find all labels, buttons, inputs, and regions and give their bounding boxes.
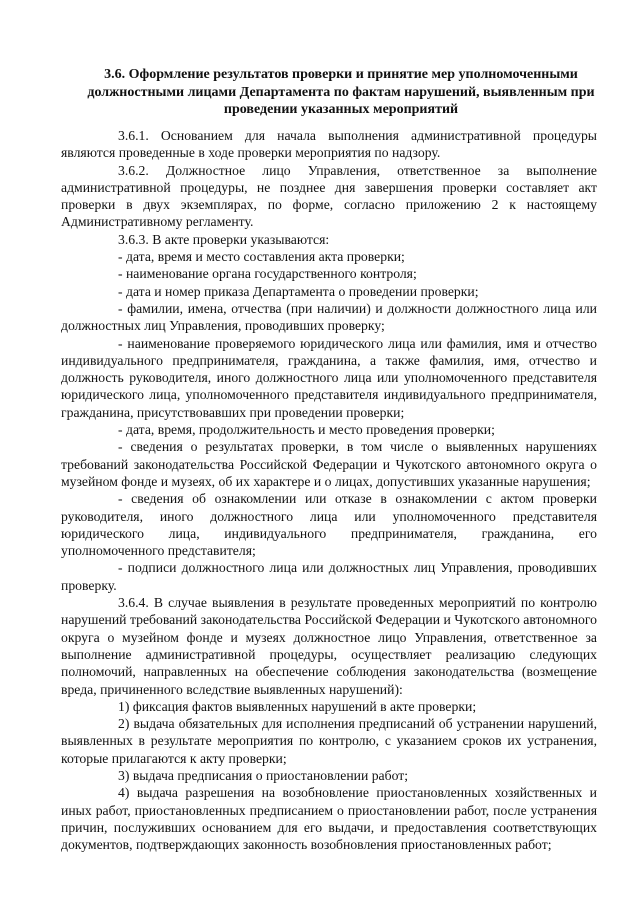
- heading-line-1: 3.6. Оформление результатов проверки и принятие мер уполномоченными: [104, 67, 578, 82]
- list-item-inspectors: - фамилии, имена, отчества (при наличии) и должности должностного лица или должностных лиц Управления, проводивших проверку;: [61, 300, 597, 334]
- list-item-results: - сведения о результатах проверки, в том числе о выявленных нарушениях требований законодательства Российской Федерации и Чукотского автономного округа о музейном фонде и музеях, об их характере и о лицах, допустивших указанные нарушения;: [61, 439, 597, 489]
- heading-line-3: проведении указанных мероприятий: [223, 102, 459, 117]
- list-item-control-body: - наименование органа государственного контроля;: [118, 266, 417, 282]
- power-item-3: 3) выдача предписания о приостановлении работ;: [118, 767, 409, 783]
- list-item-order: - дата и номер приказа Департамента о проведении проверки;: [118, 283, 479, 299]
- section-heading: [78, 66, 604, 119]
- power-item-2: 2) выдача обязательных для исполнения предписаний об устранении нарушений, выявленных в результате мероприятия по контролю, с указанием сроков их устранения, которые прилагаются к акту проверки;: [61, 716, 597, 766]
- list-item-acknowledgement: - сведения об ознакомлении или отказе в ознакомлении с актом проверки руководителя, иного должностного лица или уполномоченного представителя юридического лица, индивидуального предпринимателя, гражданина, его уполномоченного представителя;: [61, 491, 597, 559]
- heading-line-2: должностными лицами Департамента по фактам нарушений, выявленным при: [87, 84, 595, 100]
- power-item-4: 4) выдача разрешения на возобновление приостановленных хозяйственных и иных работ, приостановленных предписанием о приостановлении работ, после устранения причин, послуживших основанием для его выдачи, и предоставления соответствующих документов, подтверждающих законность возобновления приостановленных работ;: [61, 785, 597, 853]
- paragraph-3-6-1: 3.6.1. Основанием для начала выполнения административной процедуры являются проведенные в ходе проверки мероприятия по надзору.: [61, 128, 597, 161]
- list-item-signatures: - подписи должностного лица или должностных лиц Управления, проводивших проверку.: [61, 560, 597, 593]
- paragraph-3-6-4: 3.6.4. В случае выявления в результате проведенных мероприятий по контролю нарушений требований законодательства Российской Федерации и Чукотского автономного округа о музейном фонде и музеях должностное лицо Управления, ответственное за выполнение административной процедуры, осуществляет реализацию следующих полномочий, направленных на обеспечение соблюдения законодательства (возмещение вреда, причиненного вследствие выявленных нарушений):: [61, 595, 597, 697]
- list-item-inspected-entity: - наименование проверяемого юридического лица или фамилия, имя и отчество индивидуального предпринимателя, гражданина, а также фамилия, имя, отчество и должность руководителя, иного должностного лица или уполномоченного представителя юридического лица, уполномоченного представителя индивидуального предпринимателя, гражданина, присутствовавших при проведении проверки;: [61, 335, 597, 420]
- list-item-inspection-time: - дата, время, продолжительность и место проведения проверки;: [118, 422, 495, 438]
- document-body: [61, 127, 597, 853]
- list-item-act-date: - дата, время и место составления акта проверки;: [118, 249, 405, 265]
- power-item-1: 1) фиксация фактов выявленных нарушений в акте проверки;: [118, 698, 477, 714]
- paragraph-3-6-2: 3.6.2. Должностное лицо Управления, ответственное за выполнение административной процедуры, не позднее дня завершения проверки составляет акт проверки в двух экземплярах, по форме, согласно приложению 2 к настоящему Административному регламенту.: [61, 162, 597, 230]
- paragraph-3-6-3: 3.6.3. В акте проверки указываются:: [118, 231, 330, 247]
